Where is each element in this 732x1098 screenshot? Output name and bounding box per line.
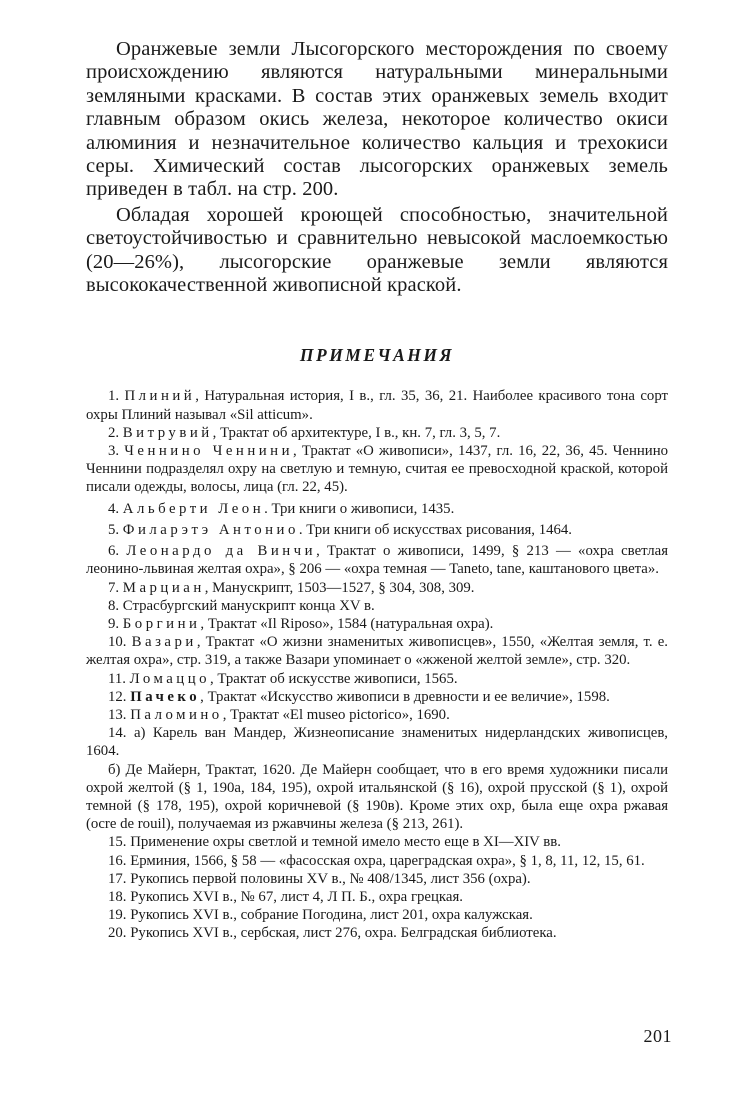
note-15: 15. Применение охры светлой и темной имело место еще в XI—XIV вв. [108,834,561,851]
notes-heading: ПРИМЕЧАНИЯ [299,345,455,366]
note-18: 18. Рукопись XVI в., № 67, лист 4, Л П. Б., охра грецкая. [108,888,463,905]
note-14a: 14. а) Карель ван Мандер, Жизнеописание знаменитых нидерландских живописцев, 1604. [86,725,669,760]
note-13: 13. Паломино, Трактат «El museo pictorico», 1690. [108,706,450,723]
note-10: 10. Вазари, Трактат «О жизни знаменитых живописцев», 1550, «Желтая земля, т. е. желтая охра», стр. 319, а также Вазари упоминает о «жженой желтой земле», стр. 320. [86,634,668,669]
note-12: 12. Пачеко, Трактат «Искусство живописи в древности и ее величие», 1598. [108,688,610,705]
note-17: 17. Рукопись первой половины XV в., № 408/1345, лист 356 (охра). [108,870,531,887]
note-11: 11. Ломаццо, Трактат об искусстве живописи, 1565. [108,670,458,687]
note-7: 7. Марциан, Манускрипт, 1503—1527, § 304, 308, 309. [108,579,475,596]
note-1: 1. Плиний, Натуральная история, I в., гл. 35, 36, 21. Наиболее красивого тона сорт охры Плиний называл «Sil atticum». [86,388,668,423]
note-20: 20. Рукопись XVI в., сербская, лист 276, охра. Белградская библиотека. [108,925,557,942]
page-content [86,38,668,943]
note-9: 9. Боргини, Трактат «Il Riposo», 1584 (натуральная охра). [108,615,494,632]
note-6: 6. Леонардо да Винчи, Трактат о живописи, 1499, § 213 — «охра светлая леонино-львиная желтая охра», § 206 — «охра темная — Taneto, tane, каштанового цвета». [86,543,668,578]
note-5: 5. Филарэтэ Антонио. Три книги об искусствах рисования, 1464. [108,521,573,538]
note-8: 8. Страсбургский манускрипт конца XV в. [108,597,375,614]
note-2: 2. Витрувий, Трактат об архитектуре, I в., кн. 7, гл. 3, 5, 7. [108,424,501,441]
page-number: 201 [643,1026,672,1046]
body-paragraph-2: Обладая хорошей кроющей способностью, значительной светоустойчивостью и сравнительно невысокой маслоемкостью (20—26%), лысогорские оранжевые земли являются высококачественной живописной краской. [86,203,668,297]
note-4: 4. Альберти Леон. Три книги о живописи, 1435. [108,500,455,517]
notes-list [86,387,668,942]
note-19: 19. Рукопись XVI в., собрание Погодина, лист 201, охра калужская. [108,907,533,924]
note-3: 3. Ченнино Ченнини, Трактат «О живописи», 1437, гл. 16, 22, 36, 45. Ченнино Ченнини подразделял охру на светлую и темную, считая ее превосходной краской, которой писали одежды, волосы, лица (гл. 22, 45). [86,443,669,496]
body-paragraph-1: Оранжевые земли Лысогорского месторождения по своему происхождению являются натуральными минеральными земляными красками. В состав этих оранжевых земель входит главным образом окись железа, некоторое количество окиси алюминия и незначительное количество кальция и трехокиси серы. Химический состав лысогорских оранжевых земель приведен в табл. на стр. 200. [86,38,668,201]
note-16: 16. Ерминия, 1566, § 58 — «фасосская охра, цареградская охра», § 1, 8, 11, 12, 15, 61. [108,852,645,869]
note-14b: б) Де Майерн, Трактат, 1620. Де Майерн сообщает, что в его время художники писали охрой желтой (§ 1, 190а, 184, 195), охрой итальянской (§ 16), охрой прусской (§ 1), охрой темной (§ 178, 195), охрой коричневой (§ 190в). Кроме этих охр, была еще охра ржавая (ocre de rouil), получаемая из ржавчины железа (§ 213, 261). [86,761,668,833]
